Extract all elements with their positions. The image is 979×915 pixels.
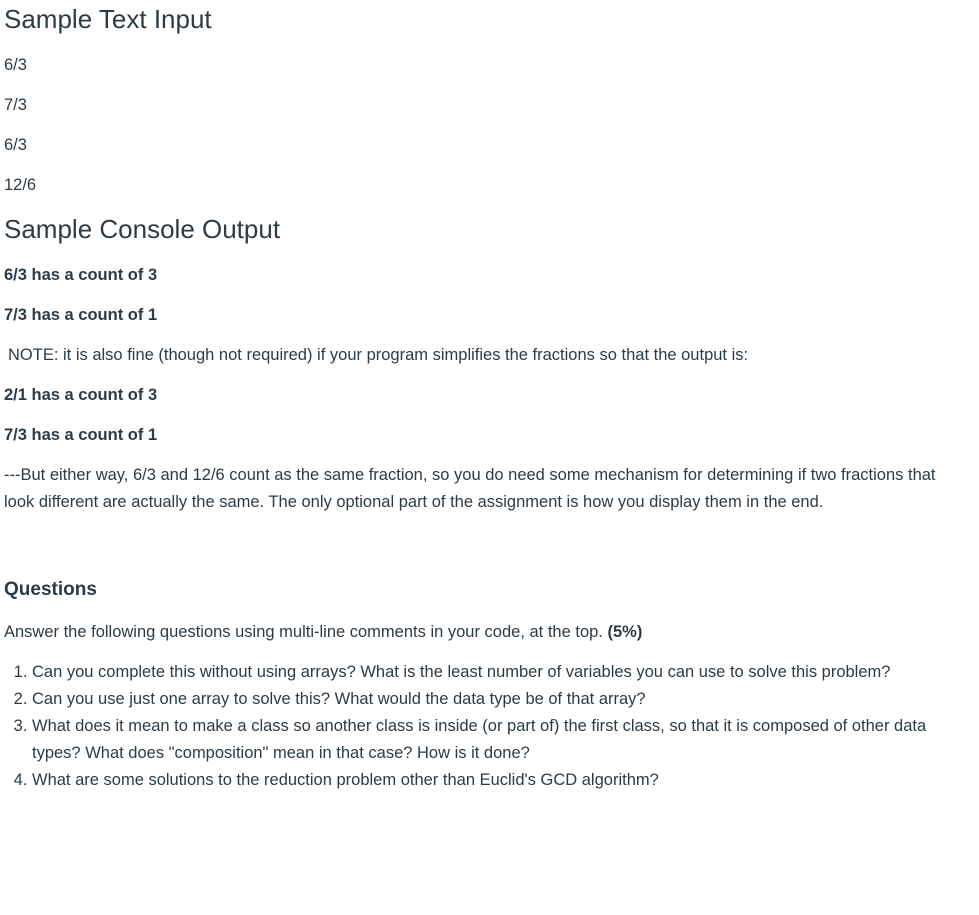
questions-intro	[4, 621, 954, 643]
output-note: NOTE: it is also fine (though not required) if your program simplifies the fractions so that the output is:	[8, 346, 749, 364]
output-line: 7/3 has a count of 1	[4, 306, 158, 324]
question-item: 2. Can you use just one array to solve this? What would the data type be of that array?	[32, 686, 954, 713]
output-line: 2/1 has a count of 3	[4, 386, 158, 404]
sample-input-list	[4, 54, 954, 196]
page-content	[4, 0, 954, 794]
output-line: 7/3 has a count of 1	[4, 426, 158, 444]
questions-heading: Questions	[4, 579, 97, 600]
question-item: 4. What are some solutions to the reduction problem other than Euclid's GCD algorithm?	[32, 767, 954, 794]
input-line: 6/3	[4, 136, 27, 154]
questions-intro-text: Answer the following questions using multi-line comments in your code, at the top.	[4, 623, 603, 641]
question-item: 1. Can you complete this without using arrays? What is the least number of variables you can use to solve this problem?	[32, 659, 954, 686]
question-item: 3. What does it mean to make a class so another class is inside (or part of) the first class, so that it is composed of other data types? What does "composition" mean in that case? How is it done?	[32, 713, 954, 767]
input-line: 12/6	[4, 176, 37, 194]
sample-input-heading: Sample Text Input	[4, 4, 212, 34]
explanation-paragraph: ---But either way, 6/3 and 12/6 count as the same fraction, so you do need some mechanism for determining if two fractions that look different are actually the same. The only optional part of the assignment is how you display them in the end.	[4, 466, 936, 511]
input-line: 6/3	[4, 56, 27, 74]
input-line: 7/3	[4, 96, 27, 114]
sample-output-heading: Sample Console Output	[4, 214, 281, 244]
sample-output-list	[4, 264, 954, 446]
questions-weight: (5%)	[607, 623, 643, 641]
questions-list	[4, 659, 954, 794]
output-line: 6/3 has a count of 3	[4, 266, 158, 284]
